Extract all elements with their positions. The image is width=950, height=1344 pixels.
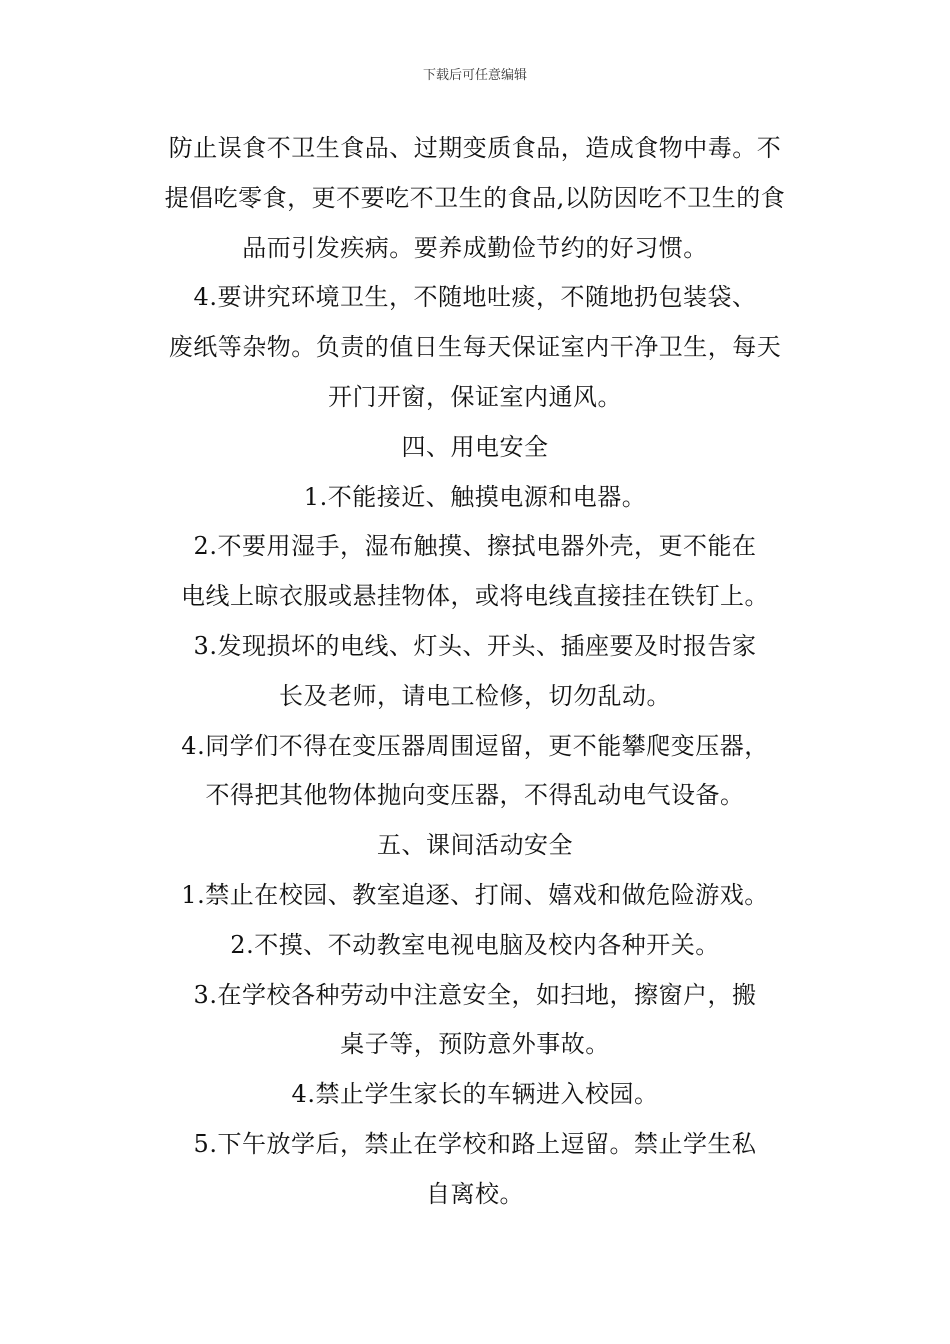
- text-line: 3.发现损坏的电线、灯头、开头、插座要及时报告家: [193, 631, 757, 660]
- text-line: 4.同学们不得在变压器周围逗留，更不能攀爬变压器，: [181, 731, 769, 760]
- text-line: 开门开窗，保证室内通风。: [328, 382, 622, 411]
- text-line: 自离校。: [426, 1179, 524, 1208]
- text-line: 废纸等杂物。负责的值日生每天保证室内干净卫生，每天: [168, 333, 782, 362]
- page-header: 下载后可任意编辑: [422, 68, 527, 83]
- text-line: 品而引发疾病。要养成勤俭节约的好习惯。: [242, 233, 708, 262]
- section-heading: 四、用电安全: [401, 432, 549, 461]
- text-line: 不得把其他物体抛向变压器，不得乱动电气设备。: [205, 781, 745, 810]
- text-line: 4.要讲究环境卫生，不随地吐痰，不随地扔包装袋、: [193, 283, 757, 312]
- text-line: 2.不摸、不动教室电视电脑及校内各种开关。: [230, 930, 720, 959]
- text-line: 1.禁止在校园、教室追逐、打闹、嬉戏和做危险游戏。: [181, 880, 769, 909]
- text-line: 5.下午放学后，禁止在学校和路上逗留。禁止学生私: [193, 1129, 757, 1158]
- text-line: 防止误食不卫生食品、过期变质食品，造成食物中毒。不: [168, 134, 782, 162]
- text-line: 2.不要用湿手，湿布触摸、擦拭电器外壳，更不能在: [193, 532, 757, 561]
- document-body: [130, 124, 820, 1220]
- section-heading: 五、课间活动安全: [377, 831, 573, 860]
- text-line: 桌子等，预防意外事故。: [340, 1030, 610, 1059]
- text-line: 电线上晾衣服或悬挂物体，或将电线直接挂在铁钉上。: [181, 582, 769, 611]
- text-line: 1.不能接近、触摸电源和电器。: [303, 482, 647, 511]
- text-line: 长及老师，请电工检修，切勿乱动。: [279, 681, 671, 710]
- text-line: 4.禁止学生家长的车辆进入校园。: [291, 1080, 659, 1109]
- text-line: 3.在学校各种劳动中注意安全，如扫地，擦窗户，搬: [193, 980, 757, 1009]
- text-line: 提倡吃零食，更不要吃不卫生的食品,以防因吃不卫生的食: [164, 183, 786, 212]
